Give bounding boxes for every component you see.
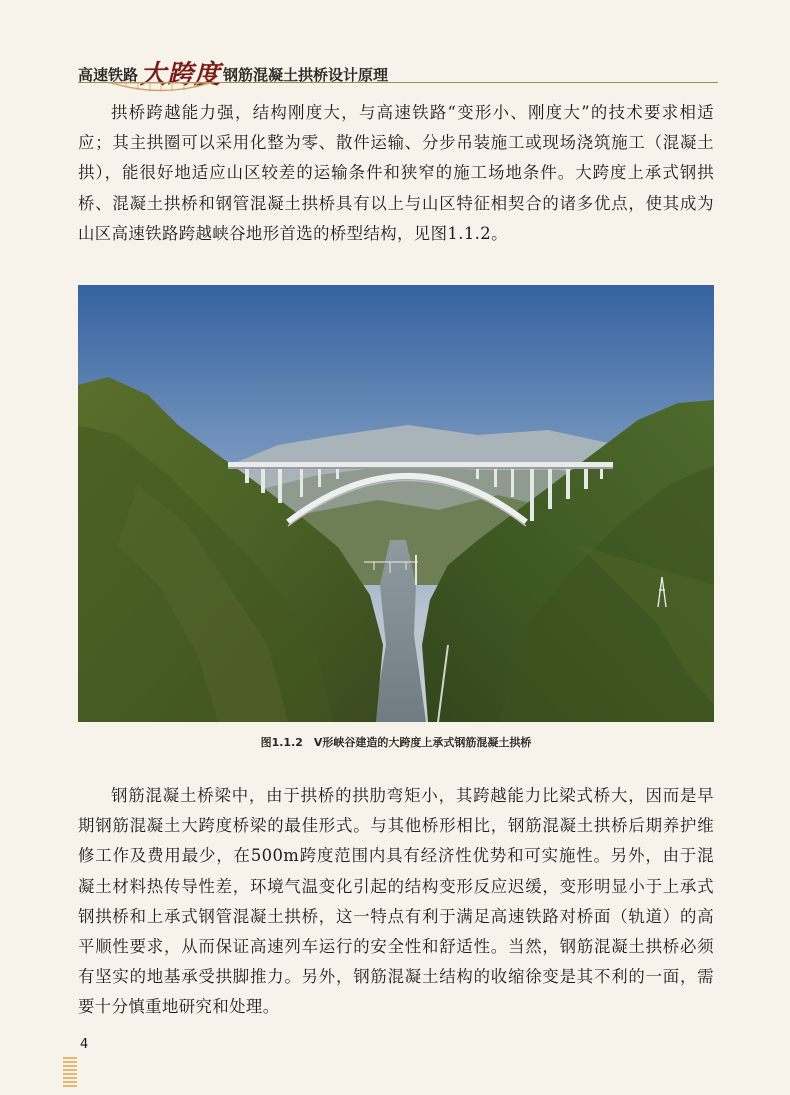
bridge-photo	[78, 285, 714, 722]
running-header	[78, 44, 718, 104]
page-edge-marker	[63, 1057, 77, 1087]
body-paragraph-2: 钢筋混凝土桥梁中，由于拱桥的拱肋弯矩小，其跨越能力比梁式桥大，因而是早期钢筋混凝土大跨度桥梁的最佳形式。与其他桥形相比，钢筋混凝土拱桥后期养护维修工作及费用最少，在500m跨度范围内具有经济性优势和可实施性。另外，由于混凝土材料热传导性差，环境气温变化引起的结构变形反应迟缓，变形明显小于上承式钢拱桥和上承式钢管混凝土拱桥，这一特点有利于满足高速铁路对桥面（轨道）的高平顺性要求，从而保证高速列车运行的安全性和舒适性。当然，钢筋混凝土拱桥必须有坚实的地基承受拱脚推力。另外，钢筋混凝土结构的收缩徐变是其不利的一面，需要十分慎重地研究和处理。	[78, 786, 714, 1017]
header-suffix: 钢筋混凝土拱桥设计原理	[223, 66, 389, 84]
page-number: 4	[80, 1037, 89, 1052]
header-calligraphy: 大跨度	[140, 60, 222, 90]
figure-caption: 图1.1.2 V形峡谷建造的大跨度上承式钢筋混凝土拱桥	[260, 736, 532, 749]
header-prefix: 高速铁路	[78, 66, 139, 84]
body-paragraph-1: 拱桥跨越能力强，结构刚度大，与高速铁路“变形小、刚度大”的技术要求相适应；其主拱圈可以采用化整为零、散件运输、分步吊装施工或现场浇筑施工（混凝土拱），能很好地适应山区较差的运输条件和狭窄的施工场地条件。大跨度上承式钢拱桥、混凝土拱桥和钢管混凝土拱桥具有以上与山区特征相契合的诸多优点，使其成为山区高速铁路跨越峡谷地形首选的桥型结构，见图1.1.2。	[78, 103, 714, 243]
